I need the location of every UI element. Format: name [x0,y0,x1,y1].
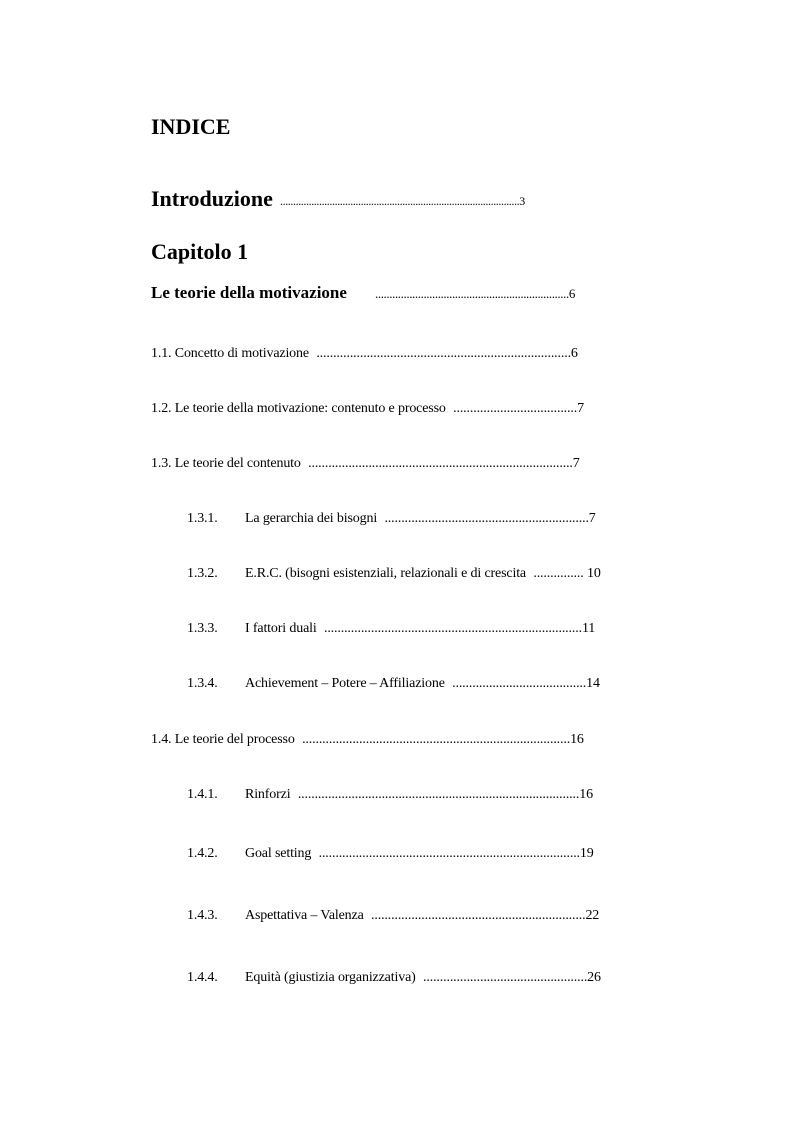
toc-entry-1-4-2-number: 1.4.2. [187,846,218,861]
introduction-dots: ............................................................................................ [280,194,520,208]
toc-entry-number: 1.2. [151,401,172,416]
introduction-page: 3 [519,194,525,208]
page-title: INDICE [151,114,231,139]
toc-entry-1-2 [151,402,584,416]
toc-entry-dots: ............................................................................. [323,621,582,636]
toc-entry-text: Le teorie della motivazione: contenuto e processo [174,401,446,416]
toc-entry-1-3-3 [245,622,595,636]
toc-entry-page: 7 [572,456,580,471]
chapter-title: Le teorie della motivazione [151,283,347,302]
chapter-dots: .................................................................... [375,286,569,301]
toc-entry-dots: ............................................................................... [308,456,573,471]
toc-entry-1-3-4-number: 1.3.4. [187,676,218,691]
toc-entry-1-3-1 [245,512,596,526]
chapter-leader [375,287,575,300]
toc-entry-dots: ................................................. [423,970,588,985]
toc-entry-text: Achievement – Potere – Affiliazione [245,676,445,691]
toc-entry-page: 11 [581,621,596,636]
toc-entry-text: Rinforzi [245,787,291,802]
toc-entry-dots: .................................................................................... [297,787,580,802]
chapter-page: 6 [568,286,575,301]
toc-entry-page: 7 [588,511,596,526]
toc-entry-dots: .............................................................................. [318,846,580,861]
toc-entry-page: 22 [585,908,600,923]
toc-entry-1-4-3-number: 1.4.3. [187,908,218,923]
toc-entry-text: Aspettativa – Valenza [245,908,364,923]
toc-entry-1-4-4 [245,971,601,985]
toc-entry-1-4-1-number: 1.4.1. [187,787,218,802]
toc-entry-page: 16 [570,732,584,747]
introduction-leader [280,195,525,207]
toc-entry-1-3-2-number: 1.3.2. [187,566,218,581]
toc-entry-text: Le teorie del processo [174,732,295,747]
toc-entry-page: 19 [579,846,594,861]
toc-entry-number: 1.4. [151,732,172,747]
toc-entry-1-1 [151,347,578,361]
toc-entry-page: 16 [579,787,593,802]
toc-entry-1-3-2 [245,567,601,581]
toc-entry-dots: ........................................ [452,676,587,691]
toc-entry-dots: ................................................................................ [302,732,571,747]
toc-entry-1-3 [151,457,580,471]
toc-entry-page: 26 [587,970,601,985]
toc-entry-page: 6 [570,346,578,361]
toc-entry-dots: ................................................................ [371,908,586,923]
toc-entry-text: La gerarchia dei bisogni [245,511,378,526]
toc-entry-page: 14 [586,676,600,691]
toc-entry-1-4-1 [245,788,593,802]
toc-entry-1-3-1-number: 1.3.1. [187,511,218,526]
toc-entry-dots: ............... [533,566,584,581]
toc-entry-1-4-3 [245,909,599,923]
toc-entry-1-3-4 [245,677,600,691]
toc-entry-page: 10 [586,566,601,581]
toc-entry-1-3-3-number: 1.3.3. [187,621,218,636]
toc-entry-1-4 [151,733,584,747]
toc-entry-number: 1.1. [151,346,172,361]
toc-entry-1-4-4-number: 1.4.4. [187,970,218,985]
toc-entry-text: Concetto di motivazione [174,346,309,361]
toc-entry-dots: ............................................................. [384,511,589,526]
toc-entry-number: 1.3. [151,456,172,471]
introduction-label: Introduzione [151,186,273,211]
toc-entry-dots: ............................................................................ [316,346,571,361]
toc-entry-text: Le teorie del contenuto [174,456,301,471]
chapter-heading: Capitolo 1 [151,239,249,264]
toc-entry-text: I fattori duali [245,621,317,636]
toc-entry-page: 7 [577,401,584,416]
toc-entry-text: Equità (giustizia organizzativa) [245,970,416,985]
toc-entry-text: Goal setting [245,846,312,861]
toc-entry-1-4-2 [245,847,594,861]
toc-entry-dots: ..................................... [453,401,578,416]
toc-entry-text: E.R.C. (bisogni esistenziali, relazionali e di crescita [245,566,526,581]
